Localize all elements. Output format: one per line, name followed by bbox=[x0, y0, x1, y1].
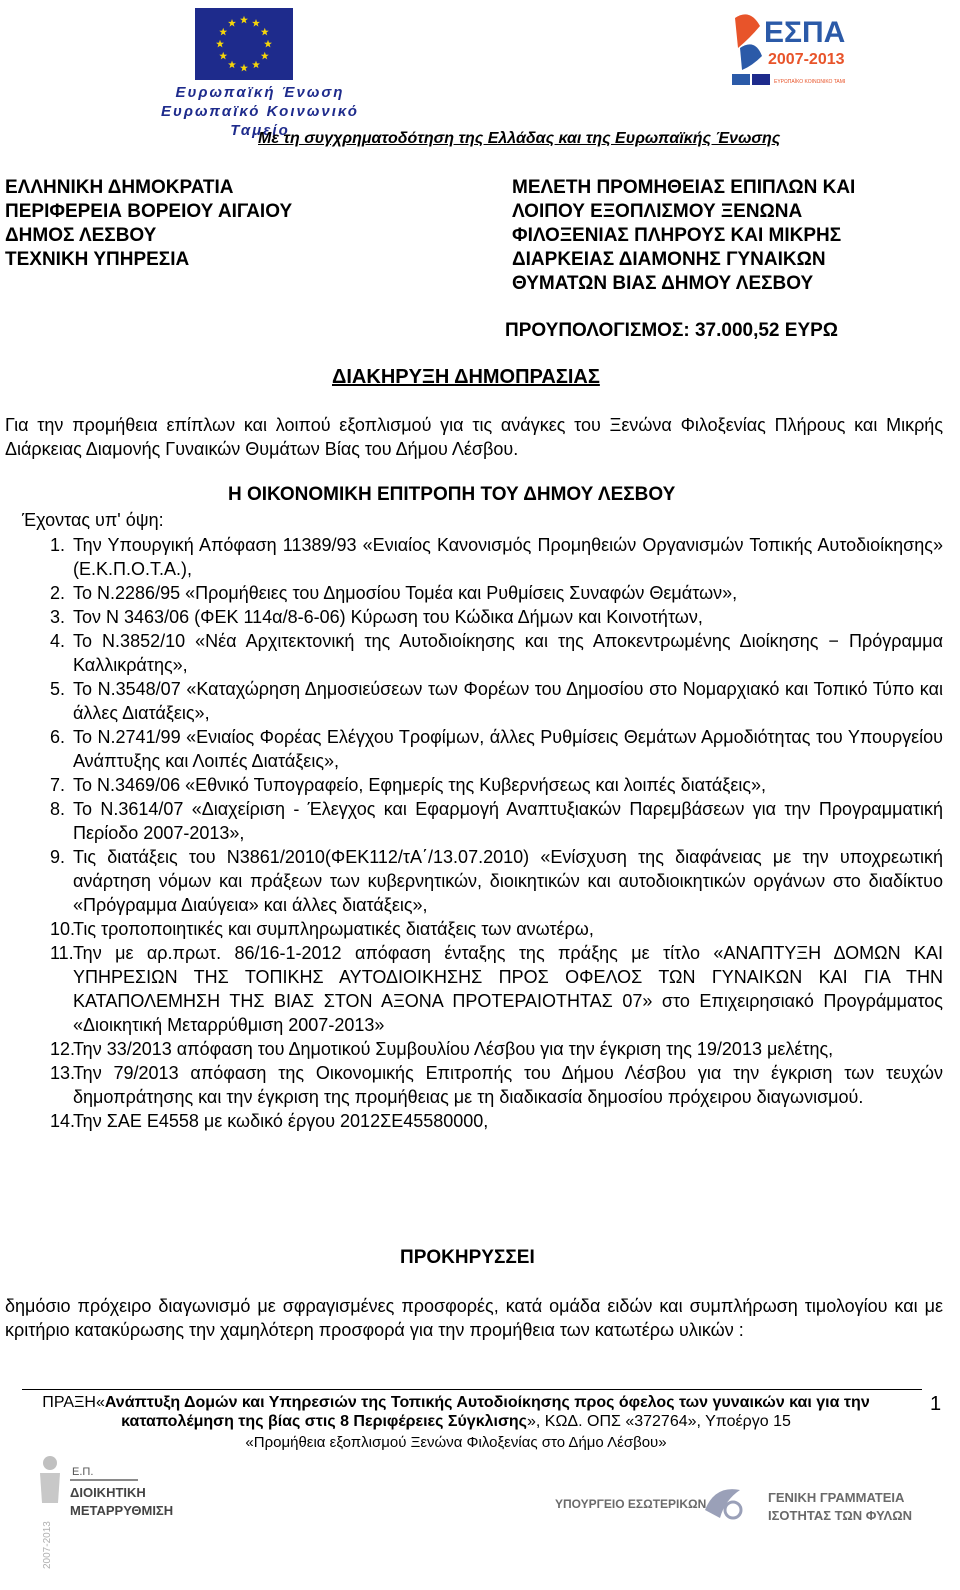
item-number: 2. bbox=[50, 583, 66, 603]
item-text: Την με αρ.πρωτ. 86/16-1-2012 απόφαση ένταξης της πράξης με τίτλο «ΑΝΑΠΤΥΞΗ ΔΟΜΩΝ ΚΑΙ ΥΠΗΡΕΣΙΩΝ ΤΗΣ ΤΟΠΙΚΗΣ ΑΥΤΟΔΙΟΙΚΗΣΗΣ ΠΡΟΣ ΟΦΕΛΟΣ ΤΩΝ ΓΥΝΑΙΚΩΝ ΚΑΙ ΓΙΑ ΤΗΝ ΚΑΤΑΠΟΛΕΜΗΣΗ ΤΗΣ ΒΙΑΣ ΣΤΟΝ ΑΞΟΝΑ ΠΡΟΤΕΡΑΙΟΤΗΤΑΣ 07» στο Επιχειρησιακό Προγράμματος «Διοικητική Μεταρρύθμιση 2007-2013» bbox=[73, 943, 943, 1035]
item-text: Το Ν.3548/07 «Καταχώρηση Δημοσιεύσεων των Φορέων του Δημοσίου στο Νομαρχιακό και Τοπικό Τύπο και άλλες Διατάξεις», bbox=[73, 679, 943, 723]
item-number: 7. bbox=[50, 775, 66, 795]
study-line: ΔΙΑΡΚΕΙΑΣ ΔΙΑΜΟΝΗΣ ΓΥΝΑΙΚΩΝ bbox=[512, 249, 826, 270]
item-text: Το Ν.2286/95 «Προμήθειες του Δημοσίου Τομέα και Ρυθμίσεις Συναφών Θεμάτων», bbox=[73, 583, 738, 603]
list-item bbox=[50, 629, 943, 677]
item-number: 6. bbox=[50, 727, 66, 747]
footer-subproject: «Προμήθεια εξοπλισμού Ξενώνα Φιλοξενίας στο Δήμο Λέσβου» bbox=[245, 1434, 667, 1451]
star-icon bbox=[264, 40, 272, 48]
diikitiki-metarrythmisi-logo bbox=[32, 1453, 182, 1573]
star-icon bbox=[261, 28, 269, 36]
item-text: Τις διατάξεις του Ν3861/2010(ΦΕΚ112/τΑ΄/13.07.2010) «Ενίσχυση της διαφάνειας με την υποχρεωτική ανάρτηση νόμων και πράξεων των κυβερνητικών, διοικητικών και αυτοδιοικητικών οργάνων στο διαδίκτυο «Πρόγραμμα Διαύγεια» και άλλες διατάξεις», bbox=[73, 847, 943, 915]
star-icon bbox=[261, 52, 269, 60]
study-line: ΛΟΙΠΟΥ ΕΞΟΠΛΙΣΜΟΥ ΞΕΝΩΝΑ bbox=[512, 201, 803, 222]
espa-logo bbox=[730, 8, 845, 90]
legal-basis-list bbox=[50, 533, 943, 1133]
study-line: ΘΥΜΑΤΩΝ ΒΙΑΣ ΔΗΜΟΥ ΛΕΣΒΟΥ bbox=[512, 273, 814, 294]
list-item bbox=[50, 1037, 943, 1061]
gg-label-2: ΙΣΟΤΗΤΑΣ ΤΩΝ ΦΥΛΩΝ bbox=[768, 1508, 913, 1523]
ministry-interior-logo bbox=[555, 1480, 755, 1524]
list-item bbox=[50, 797, 943, 845]
star-icon bbox=[219, 52, 227, 60]
star-icon bbox=[252, 61, 260, 69]
proclaim-paragraph: δημόσιο πρόχειρο διαγωνισμό με σφραγισμένες προσφορές, κατά ομάδα ειδών και συμπλήρωση τιμολογίου και με κριτήριο κατακύρωσης την χαμηλότερη προσφορά για την προμήθεια των κατωτέρω υλικών : bbox=[5, 1296, 943, 1340]
committee-heading: Η ΟΙΚΟΝΟΜΙΚΗ ΕΠΙΤΡΟΠΗ ΤΟΥ ΔΗΜΟΥ ΛΕΣΒΟΥ bbox=[228, 484, 676, 505]
dm-label-2: ΜΕΤΑΡΡΥΘΜΙΣΗ bbox=[70, 1503, 174, 1518]
page-number: 1 bbox=[930, 1393, 942, 1415]
list-item bbox=[50, 605, 943, 629]
eu-caption-line-2: Ευρωπαϊκό Κοινωνικό Ταμείο bbox=[161, 103, 359, 139]
item-number: 12. bbox=[50, 1039, 76, 1059]
dm-top-label: Ε.Π. bbox=[72, 1466, 94, 1478]
item-number: 1. bbox=[50, 535, 66, 555]
list-item bbox=[50, 677, 943, 725]
item-number: 5. bbox=[50, 679, 66, 699]
item-text: Τον Ν 3463/06 (ΦΕΚ 114α/8-6-06) Κύρωση του Κώδικα Δήμων και Κοινοτήτων, bbox=[73, 607, 703, 627]
star-icon bbox=[240, 16, 248, 24]
item-number: 11. bbox=[50, 943, 74, 963]
item-text: Τις τροποποιητικές και συμπληρωματικές διατάξεις των ανωτέρω, bbox=[73, 919, 594, 939]
footer-divider bbox=[22, 1389, 922, 1390]
auction-title: ΔΙΑΚΗΡΥΞΗ ΔΗΜΟΠΡΑΣΙΑΣ bbox=[332, 366, 600, 388]
study-heading bbox=[512, 176, 932, 296]
star-icon bbox=[216, 40, 224, 48]
item-number: 8. bbox=[50, 799, 66, 819]
gender-equality-logo bbox=[760, 1480, 940, 1530]
cofunding-note: Με τη συγχρηματοδότηση της Ελλάδας και της Ευρωπαϊκής Ένωσης bbox=[258, 130, 781, 147]
study-line: ΜΕΛΕΤΗ ΠΡΟΜΗΘΕΙΑΣ ΕΠΙΠΛΩΝ ΚΑΙ bbox=[512, 177, 856, 198]
gg-label-1: ΓΕΝΙΚΗ ΓΡΑΜΜΑΤΕΙΑ bbox=[768, 1490, 905, 1505]
item-text: Την 33/2013 απόφαση του Δημοτικού Συμβουλίου Λέσβου για την έγκριση της 19/2013 μελέτης, bbox=[73, 1039, 834, 1059]
espa-years: 2007-2013 bbox=[768, 51, 845, 68]
item-text: Την ΣΑΕ Ε4558 με κωδικό έργου 2012ΣΕ45580000, bbox=[73, 1111, 489, 1131]
item-text: Το Ν.2741/99 «Ενιαίος Φορέας Ελέγχου Τροφίμων, άλλες Ρυθμίσεις Θεμάτων Αρμοδιότητας του Υπουργείου Ανάπτυξης και Λοιπές Διατάξεις», bbox=[73, 727, 943, 771]
star-icon bbox=[240, 64, 248, 72]
item-text: Το Ν.3614/07 «Διαχείριση - Έλεγχος και Εφαρμογή Αναπτυξιακών Παρεμβάσεων για την Προγραμματική Περίοδο 2007-2013», bbox=[73, 799, 943, 843]
footer-suffix: », ΚΩΔ. ΟΠΣ «372764», Υποέργο 15 bbox=[527, 1413, 791, 1430]
considering-label: Έχοντας υπ' όψη: bbox=[22, 510, 164, 530]
list-item bbox=[50, 581, 943, 605]
study-line: ΦΙΛΟΞΕΝΙΑΣ ΠΛΗΡΟΥΣ ΚΑΙ ΜΙΚΡΗΣ bbox=[512, 225, 842, 246]
item-text: Την Υπουργική Απόφαση 11389/93 «Ενιαίος Κανονισμός Προμηθειών Οργανισμών Τοπικής Αυτοδιοίκησης» (Ε.Κ.Π.Ο.Τ.Α.), bbox=[73, 535, 943, 579]
list-item bbox=[50, 725, 943, 773]
authority-line: ΕΛΛΗΝΙΚΗ ΔΗΜΟΚΡΑΤΙΑ bbox=[5, 177, 234, 198]
list-item bbox=[50, 917, 943, 941]
item-number: 14. bbox=[50, 1111, 76, 1131]
item-number: 4. bbox=[50, 631, 66, 651]
eu-caption-line-1: Ευρωπαϊκή Ένωση bbox=[175, 84, 345, 101]
authority-line: ΔΗΜΟΣ ΛΕΣΒΟΥ bbox=[5, 225, 157, 246]
list-item bbox=[50, 845, 943, 917]
dm-label-1: ΔΙΟΙΚΗΤΙΚΗ bbox=[70, 1485, 146, 1500]
intro-paragraph: Για την προμήθεια επίπλων και λοιπού εξοπλισμού για τις ανάγκες του Ξενώνα Φιλοξενίας Πλήρους και Μικρής Διάρκειας Διαμονής Γυναικών Θυμάτων Βίας του Δήμου Λέσβου. bbox=[5, 415, 943, 459]
star-icon bbox=[228, 19, 236, 27]
item-number: 3. bbox=[50, 607, 66, 627]
item-text: Το Ν.3852/10 «Νέα Αρχιτεκτονική της Αυτοδιοίκησης και της Αποκεντρωμένης Διοίκησης − Πρόγραμμα Καλλικράτης», bbox=[73, 631, 943, 675]
espa-subtitle: ΕΥΡΩΠΑΪΚΟ ΚΟΙΝΩΝΙΚΟ ΤΑΜΕΙΟ bbox=[774, 79, 845, 85]
list-item bbox=[50, 533, 943, 581]
list-item bbox=[50, 941, 943, 1037]
authority-line: ΠΕΡΙΦΕΡΕΙΑ ΒΟΡΕΙΟΥ ΑΙΓΑΙΟΥ bbox=[5, 201, 293, 222]
ministry-label: ΥΠΟΥΡΓΕΙΟ ΕΣΩΤΕΡΙΚΩΝ bbox=[555, 1497, 707, 1511]
star-icon bbox=[252, 19, 260, 27]
item-text: Το Ν.3469/06 «Εθνικό Τυπογραφείο, Εφημερίς της Κυβερνήσεως και λοιπές διατάξεις», bbox=[73, 775, 767, 795]
item-number: 13. bbox=[50, 1063, 76, 1083]
item-text: Την 79/2013 απόφαση της Οικονομικής Επιτροπής του Δήμου Λέσβου για την έγκριση των τευχών δημοπράτησης και την έγκριση της προμήθειας με τη διαδικασία δημοσίου πρόχειρου διαγωνισμού. bbox=[73, 1063, 943, 1107]
list-item bbox=[50, 1109, 943, 1133]
budget-line: ΠΡΟΥΠΟΛΟΓΙΣΜΟΣ: 37.000,52 ΕΥΡΩ bbox=[505, 320, 839, 341]
proclaims-heading: ΠΡΟΚΗΡΥΣΣΕΙ bbox=[400, 1247, 535, 1268]
footer-project-title: Ανάπτυξη Δομών και Υπηρεσιών της Τοπικής Αυτοδιοίκησης προς όφελος των γυναικών και για την καταπολέμηση της βίας στις 8 Περιφέρειες Σύγκλισης bbox=[104, 1394, 870, 1430]
footer-prefix: ΠΡΑΞΗ« bbox=[42, 1394, 105, 1411]
star-icon bbox=[228, 61, 236, 69]
authority-line: ΤΕΧΝΙΚΗ ΥΠΗΡΕΣΙΑ bbox=[5, 249, 190, 270]
eu-stars-icon bbox=[195, 8, 293, 80]
item-number: 10. bbox=[50, 919, 76, 939]
eu-flag-logo bbox=[195, 8, 293, 80]
list-item bbox=[50, 773, 943, 797]
authority-heading bbox=[5, 176, 292, 272]
dm-years: 2007-2013 bbox=[42, 1521, 53, 1569]
star-icon bbox=[219, 28, 227, 36]
list-item bbox=[50, 1061, 943, 1109]
espa-name: ΕΣΠΑ bbox=[764, 16, 845, 49]
item-number: 9. bbox=[50, 847, 66, 867]
footer-project bbox=[22, 1393, 890, 1431]
